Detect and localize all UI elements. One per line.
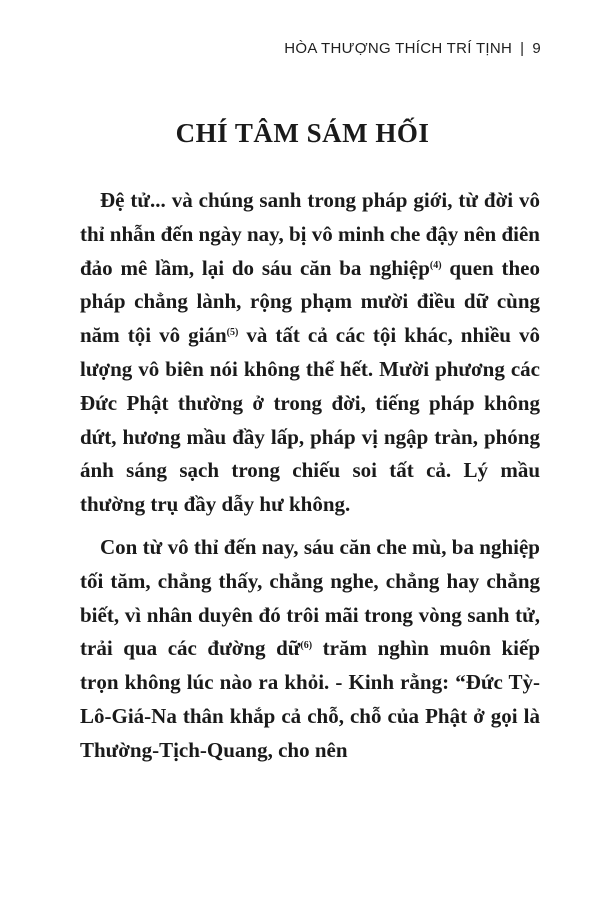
- paragraph-text: và tất cả các tội khác, nhiều vô lượng vô biên nói không thể hết. Mười phương các Đức Phật thường ở trong đời, tiếng pháp không dứt, hương mầu đầy lấp, pháp vị ngập tràn, phóng ánh sáng sạch trong chiếu soi tất cả. Lý mầu thường trụ đầy dẫy hư không.: [80, 323, 540, 517]
- body-text: [80, 184, 540, 777]
- running-header: [284, 40, 541, 57]
- footnote-marker: (5): [226, 327, 239, 339]
- footnote-marker: (4): [429, 259, 442, 271]
- paragraph-text: Con từ vô thỉ đến nay, sáu căn che mù, ba nghiệp tối tăm, chẳng thấy, chẳng nghe, chẳng hay chẳng biết, vì nhân duyên đó trôi mãi trong vòng sanh tử, trải qua các đường dữ: [80, 534, 540, 661]
- paragraph-2: [80, 531, 540, 768]
- paragraph-text: Đệ tử... và chúng sanh trong pháp giới, từ đời vô thỉ nhẫn đến ngày nay, bị vô minh che đậy nên điên đảo mê lầm, lại do sáu căn ba nghiệp: [80, 188, 540, 280]
- page-number: 9: [532, 40, 541, 57]
- paragraph-text: quen theo pháp chẳng lành, rộng phạm mười điều dữ cùng năm tội vô gián: [80, 255, 540, 348]
- footnote-marker: (6): [300, 640, 313, 652]
- running-title: HÒA THƯỢNG THÍCH TRÍ TỊNH: [284, 40, 513, 57]
- header-separator: |: [520, 40, 525, 57]
- paragraph-text: trăm nghìn muôn kiếp trọn không lúc nào ra khỏi. - Kinh rằng: “Đức Tỳ-Lô-Giá-Na thân khắp cả chỗ, chỗ của Phật ở gọi là Thường-Tịch-Quang, cho nên: [80, 636, 540, 762]
- paragraph-1: [80, 184, 540, 522]
- chapter-title: CHÍ TÂM SÁM HỐI: [175, 118, 430, 148]
